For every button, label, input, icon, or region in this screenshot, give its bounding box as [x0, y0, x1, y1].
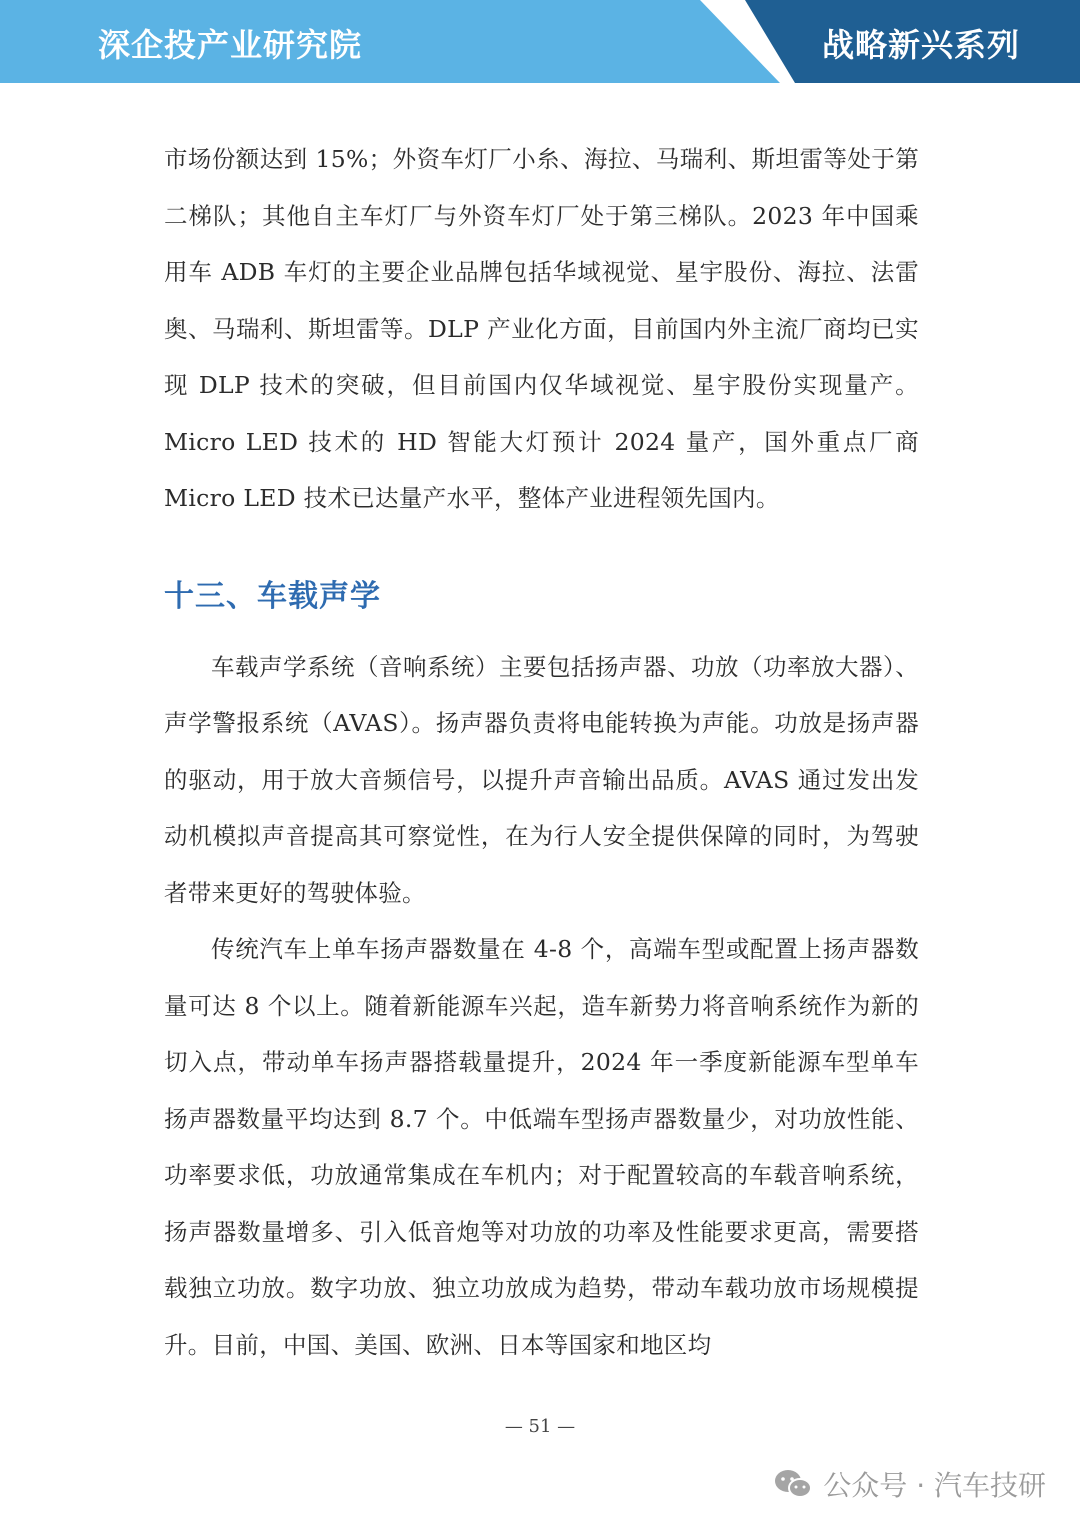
paragraph-3: 传统汽车上单车扬声器数量在 4-8 个，高端车型或配置上扬声器数量可达 8 个以上。随着新能源车兴起，造车新势力将音响系统作为新的切入点，带动单车扬声器搭载量提升，2024 年一季度新能源车型单车扬声器数量平均达到 8.7 个。中低端车型扬声器数量少，对功放性能、功率要求低，功放通常集成在车机内；对于配置较高的车载音响系统，扬声器数量增多、引入低音炮等对功放的功率及性能要求更高，需要搭载独立功放。数字功放、独立功放成为趋势，带动车载功放市场规模提升。目前，中国、美国、欧洲、日本等国家和地区均 — [164, 935, 919, 1359]
section-title: 十三、车载声学 — [164, 578, 381, 614]
watermark-text: 公众号 · 汽车技研 — [823, 1469, 1046, 1502]
paragraph-2: 车载声学系统（音响系统）主要包括扬声器、功放（功率放大器）、声学警报系统（AVAS）。扬声器负责将电能转换为声能。功放是扬声器的驱动，用于放大音频信号，以提升声音输出品质。AVAS 通过发出发动机模拟声音提高其可察觉性，在为行人安全提供保障的同时，为驾驶者带来更好的驾驶体验。 — [164, 652, 919, 907]
page-number: — 51 — — [504, 1416, 576, 1437]
watermark — [773, 1464, 1046, 1504]
paragraph-1: 市场份额达到 15%；外资车灯厂小糸、海拉、马瑞利、斯坦雷等处于第二梯队；其他自主车灯厂与外资车灯厂处于第三梯队。2023 年中国乘用车 ADB 车灯的主要企业品牌包括华域视觉、星宇股份、海拉、法雷奥、马瑞利、斯坦雷等。DLP 产业化方面，目前国内外主流厂商均已实现 DLP 技术的突破，但目前国内仅华域视觉、星宇股份实现量产。Micro LED 技术的 HD 智能大灯预计 2024 量产，国外重点厂商 Micro LED 技术已达量产水平，整体产业进程领先国内。 — [164, 145, 919, 512]
page-content — [164, 131, 919, 1373]
page-header — [0, 0, 1080, 83]
organization-name: 深企投产业研究院 — [98, 26, 363, 64]
series-name: 战略新兴系列 — [821, 26, 1020, 64]
wechat-icon — [773, 1467, 813, 1501]
